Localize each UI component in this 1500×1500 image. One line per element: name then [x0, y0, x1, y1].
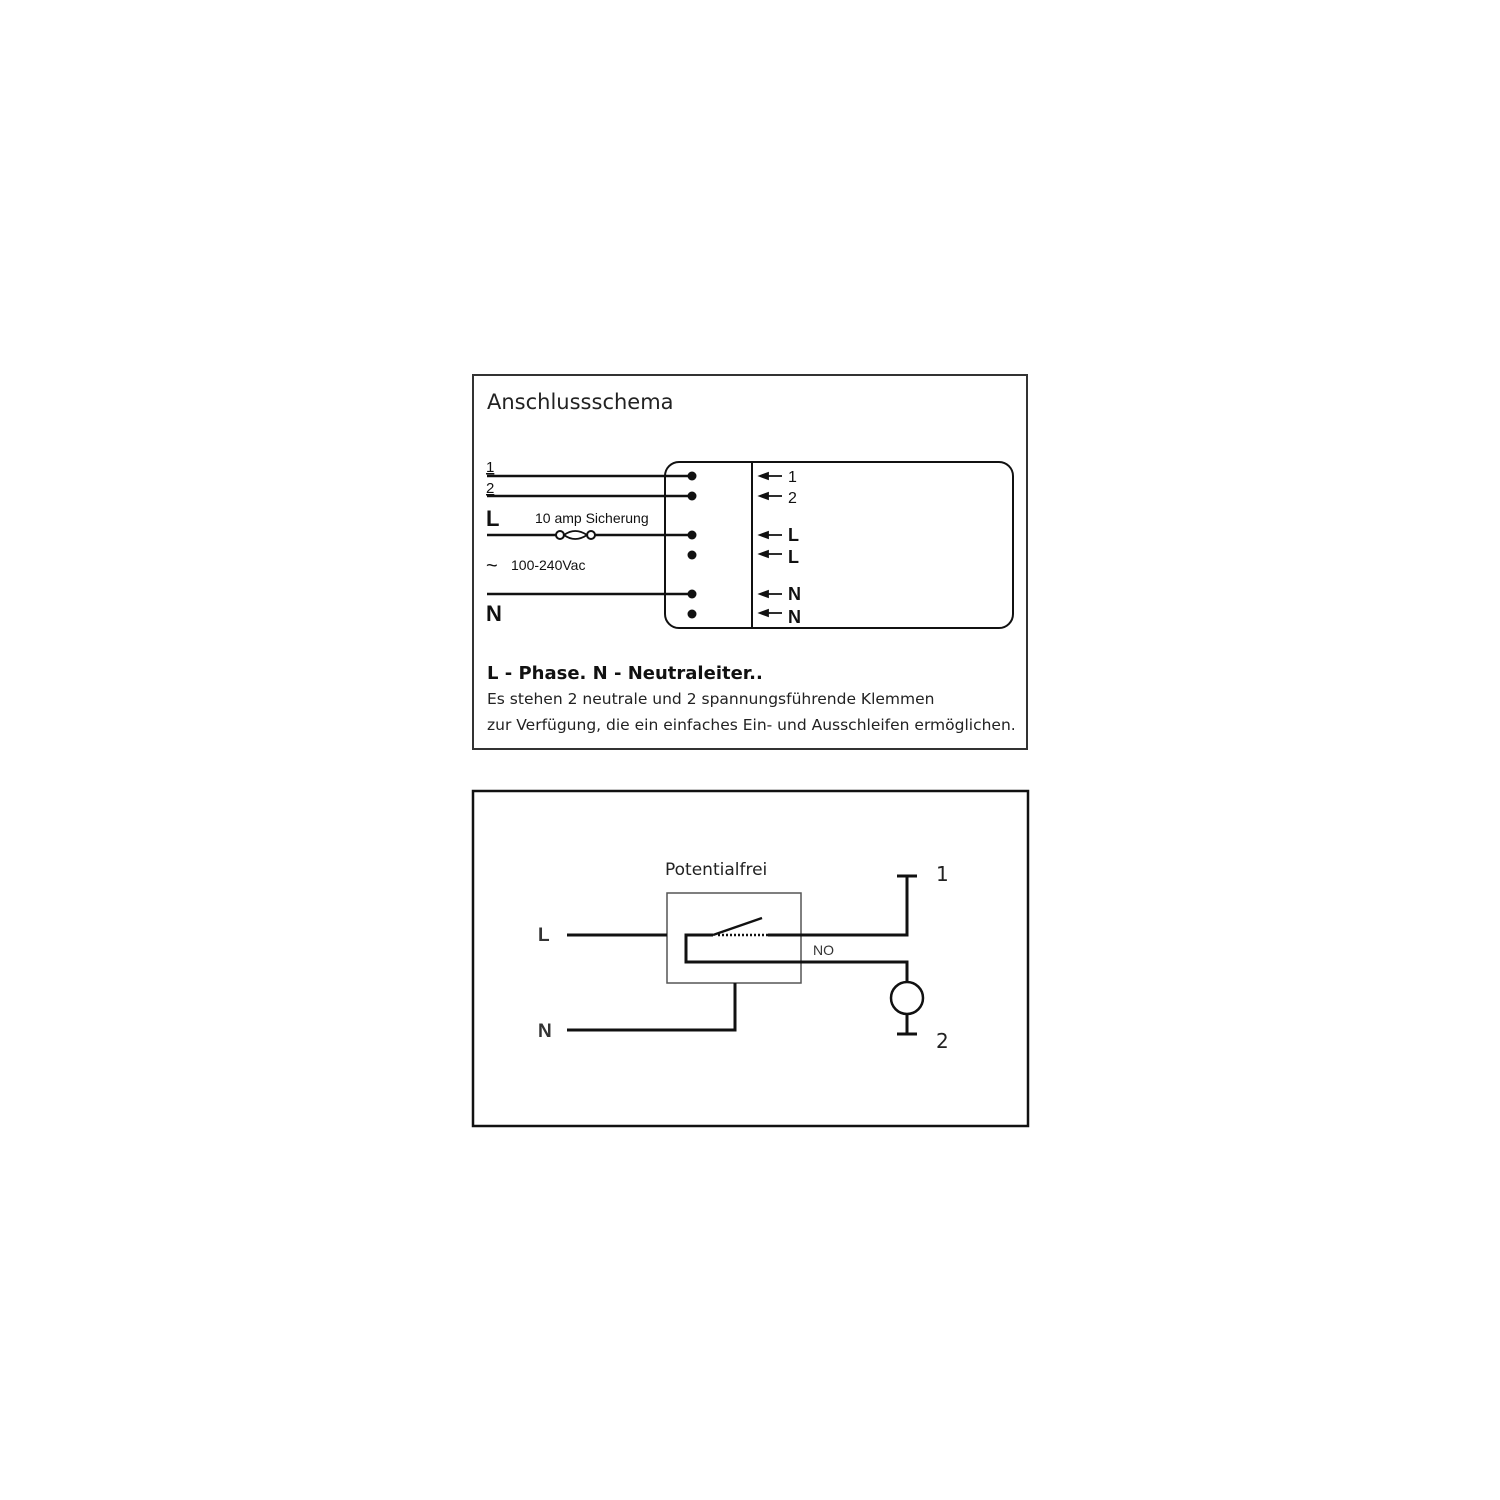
legend-line-2: zur Verfügung, die ein einfaches Ein- und Ausschleifen ermöglichen. [487, 716, 1016, 734]
lamp-icon [891, 982, 923, 1014]
device-box [665, 462, 1013, 628]
terminal-label-N1: N [788, 584, 801, 604]
terminal-label-L1: L [788, 525, 799, 545]
relay-title: Potentialfrei [665, 860, 768, 880]
terminal-label-L2: L [788, 547, 799, 567]
legend-line-1: Es stehen 2 neutrale und 2 spannungsführende Klemmen [487, 690, 935, 708]
terminal-arrows [760, 473, 782, 616]
terminal-dot [688, 492, 697, 501]
terminal-dot [688, 610, 697, 619]
terminal-label-N2: N [788, 607, 801, 627]
ac-symbol: ~ [486, 555, 498, 577]
relay-output-2: 2 [936, 1029, 949, 1053]
relay-wiring [567, 876, 917, 1034]
schema-panel [473, 375, 1027, 749]
relay-panel [473, 791, 1028, 1126]
schema-title: Anschlussschema [487, 390, 674, 414]
voltage-label: 100-240Vac [511, 557, 586, 573]
neutral-label: N [486, 601, 502, 626]
terminal-dot [688, 590, 697, 599]
terminal-dot [688, 531, 697, 540]
wire-2-label: 2 [486, 480, 495, 497]
relay-panel-frame [473, 791, 1028, 1126]
fuse-label: 10 amp Sicherung [535, 510, 649, 526]
fuse-icon [556, 531, 595, 539]
phase-label: L [486, 506, 500, 531]
terminal-dot [688, 551, 697, 560]
wire-1-label: 1 [486, 459, 495, 476]
relay-input-L: L [538, 925, 550, 946]
relay-output-1: 1 [936, 862, 949, 886]
contact-label-NO: NO [813, 942, 834, 958]
terminal-label-2: 2 [788, 490, 797, 507]
switch-lever [713, 918, 762, 935]
legend-heading: L - Phase. N - Neutraleiter.. [487, 663, 763, 684]
terminal-label-1: 1 [788, 469, 797, 486]
relay-input-N: N [538, 1021, 552, 1042]
terminal-dot [688, 472, 697, 481]
